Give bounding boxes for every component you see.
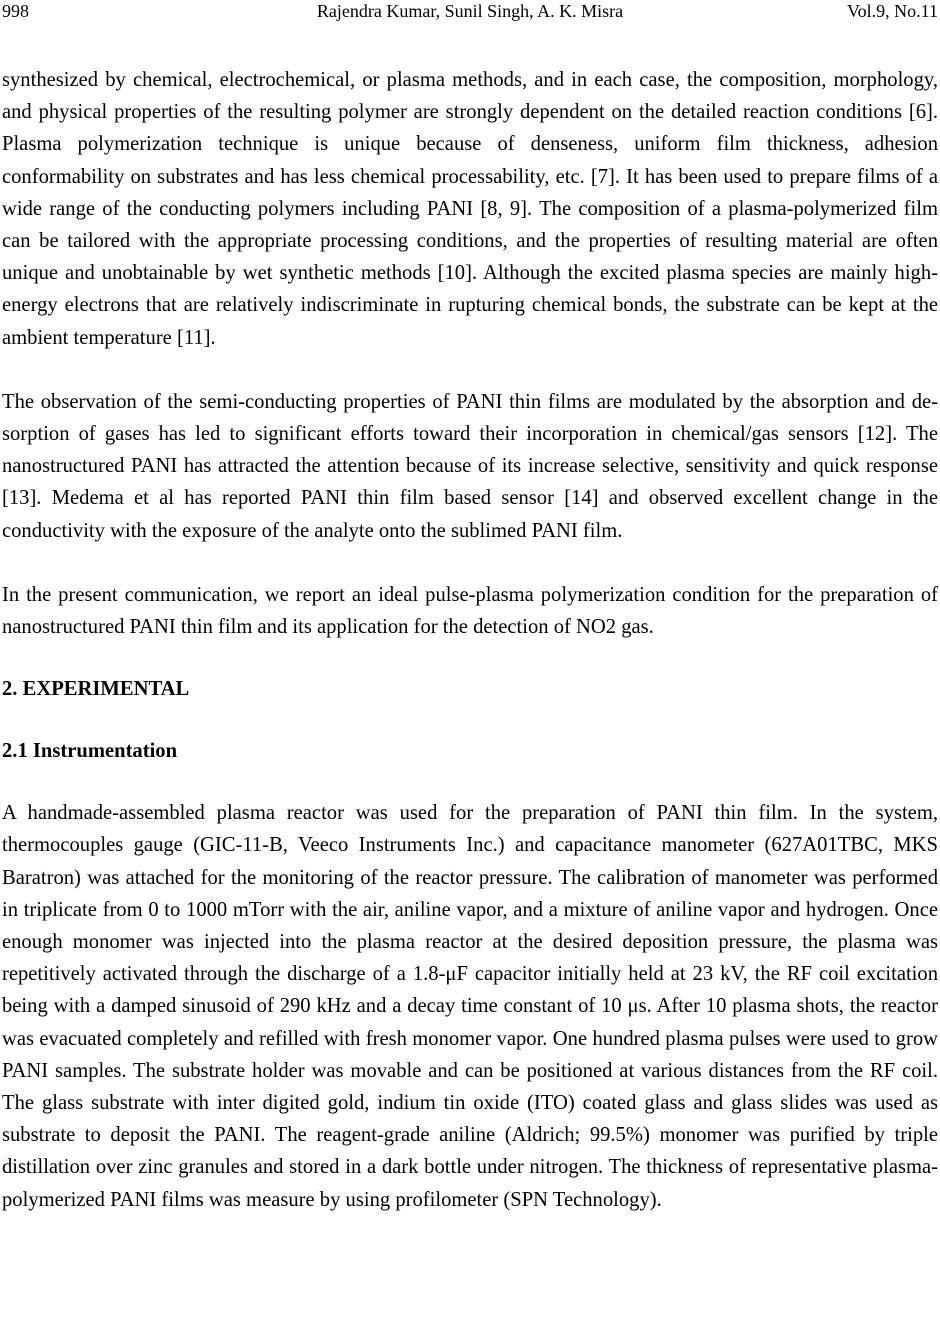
paragraph-instrumentation: A handmade-assembled plasma reactor was used for the preparation of PANI thin film. In the system, thermocouples gauge (GIC-11-B, Veeco Instruments Inc.) and capacitance manometer (627A01TBC, MKS Baratron) was attached for the monitoring of the reactor pressure. The calibration of manometer was performed in triplicate from 0 to 1000 mTorr with the air, aniline vapor, and a mixture of aniline vapor and hydrogen. Once enough monomer was injected into the plasma reactor at the desired deposition pressure, the plasma was repetitively activated through the discharge of a 1.8-μF capacitor initially held at 23 kV, the RF coil excitation being with a damped sinusoid of 290 kHz and a decay time constant of 10 μs. After 10 plasma shots, the reactor was evacuated completely and refilled with fresh monomer vapor. One hundred plasma pulses were used to grow PANI samples. The substrate holder was movable and can be positioned at various distances from the RF coil. The glass substrate with inter digited gold, indium tin oxide (ITO) coated glass and glass slides was used as substrate to deposit the PANI. The reagent-grade aniline (Aldrich; 99.5%) monomer was purified by triple distillation over zinc granules and stored in a dark bottle under nitrogen. The thickness of representative plasma-polymerized PANI films was measure by using profilometer (SPN Technology).: [2, 802, 938, 1211]
paragraph-gap: [2, 547, 938, 579]
paragraph-gap: [2, 767, 938, 797]
subsection-heading-instrumentation: 2.1 Instrumentation: [2, 740, 178, 763]
page-number: 998: [2, 1, 29, 21]
paragraph-plasma-methods: synthesized by chemical, electrochemical, or plasma methods, and in each case, the composition, morphology, and physical properties of the resulting polymer are strongly dependent on the detailed reaction conditions [6]. Plasma polymerization technique is unique because of denseness, uniform film thickness, adhesion conformability on substrates and has less chemical processability, etc. [7]. It has been used to prepare films of a wide range of the conducting polymers including PANI [8, 9]. The composition of a plasma-polymerized film can be tailored with the appropriate processing conditions, and the properties of resulting material are often unique and unobtainable by wet synthetic methods [10]. Although the excited plasma species are mainly high-energy electrons that are relatively indiscriminate in rupturing chemical bonds, the substrate can be kept at the ambient temperature [11].: [2, 69, 938, 349]
page-body: [2, 64, 938, 1216]
section-heading-experimental: 2. EXPERIMENTAL: [2, 678, 190, 701]
header-authors: Rajendra Kumar, Sunil Singh, A. K. Misra: [316, 1, 624, 21]
paragraph-gap: [2, 705, 938, 735]
paragraph-gas-sensors: The observation of the semi-conducting properties of PANI thin films are modulated by the absorption and de-sorption of gases has led to significant efforts toward their incorporation in chemical/gas sensors [12]. The nanostructured PANI has attracted the attention because of its increase selective, sensitivity and quick response [13]. Medema et al has reported PANI thin film based sensor [14] and observed excellent change in the conductivity with the exposure of the analyte onto the sublimed PANI film.: [2, 390, 938, 542]
paragraph-gap: [2, 643, 938, 673]
running-header: [0, 0, 940, 24]
paragraph-gap: [2, 354, 938, 386]
header-volume: Vol.9, No.11: [846, 1, 938, 21]
paragraph-present-communication: In the present communication, we report an ideal pulse-plasma polymerization condition for the preparation of nanostructured PANI thin film and its application for the detection of NO2 gas.: [2, 583, 938, 639]
